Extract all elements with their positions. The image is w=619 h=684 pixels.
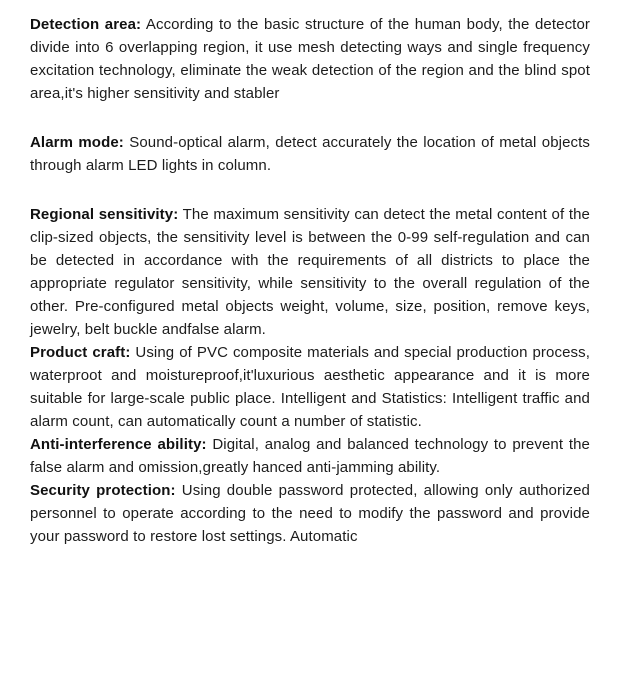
paragraph-alarm-mode [30,131,590,177]
paragraph-text-detection-area: According to the basic structure of the human body, the detector divide into 6 overlapping region, it use mesh detecting ways and single frequency excitation technology, eliminate the weak detection of the region and the blind spot area,it's higher sensitivity and stabler [30,16,590,102]
paragraph-text-security-protection: Using double password protected, allowing only authorized personnel to operate according to the need to modify the password and provide your password to restore lost settings. Automatic [30,482,590,545]
paragraph-text-anti-interference: Digital, analog and balanced technology to prevent the false alarm and omission,greatly hanced anti-jamming ability. [30,436,590,476]
paragraph-text-product-craft: Using of PVC composite materials and special production process, waterproot and moistureproof,it'luxurious aesthetic appearance and it is more suitable for large-scale public place. Intelligent and Statistics: Intelligent traffic and alarm count, can automatically count a number of statistic. [30,344,590,430]
paragraph-label-alarm-mode: Alarm mode: [30,134,124,151]
paragraph-anti-interference [30,433,590,479]
paragraph-label-regional-sensitivity: Regional sensitivity: [30,206,179,223]
paragraph-text-regional-sensitivity: The maximum sensitivity can detect the metal content of the clip-sized objects, the sensitivity level is between the 0-99 self-regulation and can be detected in accordance with the requirements of all districts to place the appropriate regulator sensitivity, while sensitivity to the overall regulation of the other. Pre-configured metal objects weight, volume, size, position, remove keys, jewelry, belt buckle andfalse alarm. [30,206,590,338]
paragraph-security-protection [30,479,590,548]
paragraph-detection-area [30,13,590,105]
paragraph-text-alarm-mode: Sound-optical alarm, detect accurately the location of metal objects through alarm LED lights in column. [30,134,590,174]
paragraph-regional-sensitivity [30,203,590,341]
paragraph-product-craft [30,341,590,433]
paragraph-label-product-craft: Product craft: [30,344,131,361]
paragraph-label-security-protection: Security protection: [30,482,176,499]
paragraph-label-detection-area: Detection area: [30,16,142,33]
paragraph-label-anti-interference: Anti-interference ability: [30,436,207,453]
